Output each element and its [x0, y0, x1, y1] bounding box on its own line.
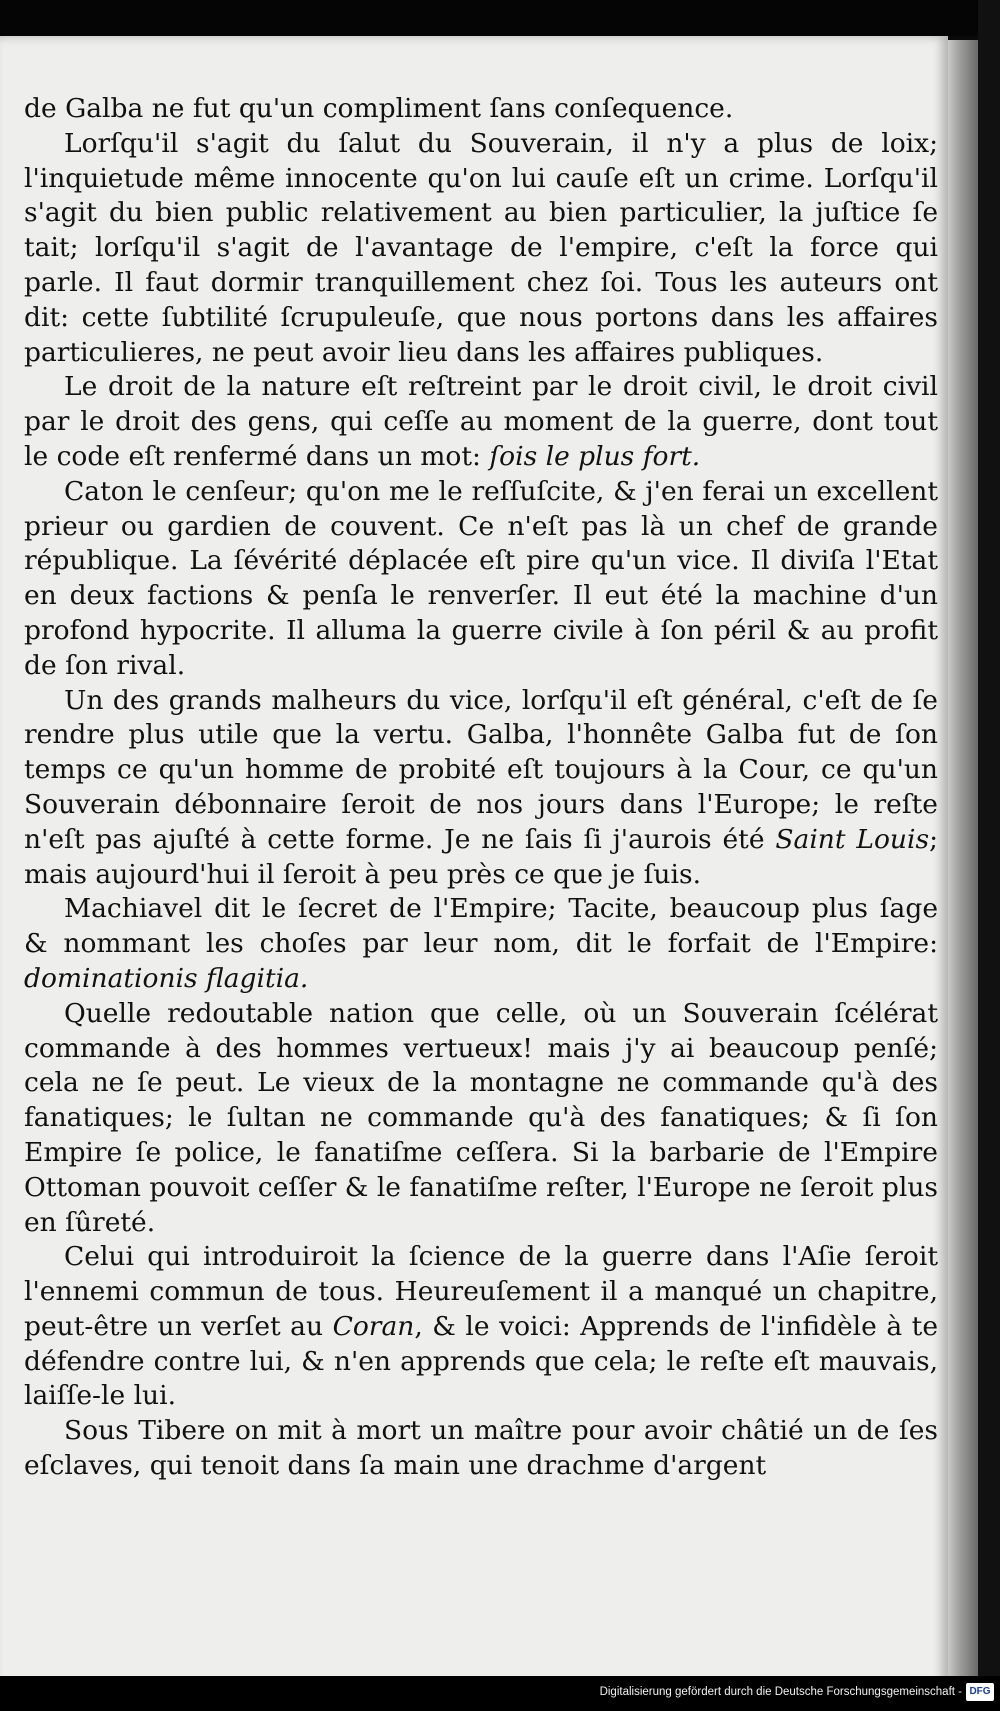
scan-top-border: [0, 0, 1000, 36]
page-text: [24, 92, 938, 1484]
dfg-logo-icon: [966, 1683, 994, 1701]
paragraph-text: Un des grands malheurs du vice, lorſqu'il eſt général, c'eſt de ſe rendre plus utile que la vertu. Galba, l'honnête Galba fut de ſon temps ce qu'un homme de probité eſt toujours à la Cour, ce qu'un Souverain débonnaire ſeroit de nos jours dans l'Europe; le reſte n'eſt pas ajuſté à cette forme. Je ne ſais ſi j'aurois été: [24, 684, 938, 855]
paragraph: Sous Tibere on mit à mort un maître pour avoir châtié un de ſes eſclaves, qui tenoit dans ſa main une drachme d'argent: [24, 1415, 938, 1482]
dfg-logo-label: DFG: [969, 1686, 991, 1697]
paragraph: [24, 1240, 938, 1414]
paragraph: [24, 370, 938, 474]
scan-right-border: [978, 0, 1000, 1711]
footer-credit-text: Digitalisierung gefördert durch die Deutsche Forschungsgemeinschaft -: [599, 1686, 962, 1698]
paragraph-italic-text: Coran: [332, 1310, 415, 1342]
paragraph-italic-text: ſois le plus fort.: [489, 440, 701, 472]
paragraph: [24, 892, 938, 996]
paragraph: Caton le cenſeur; qu'on me le reſſuſcite, & j'en ferai un excellent prieur ou gardien de couvent. Ce n'eſt pas là un chef de grande république. La ſévérité déplacée eſt pire qu'un vice. Il diviſa l'Etat en deux factions & penſa le renverſer. Il eut été la machine d'un profond hypocrite. Il alluma la guerre civile à ſon péril & au profit de ſon rival.: [24, 475, 938, 681]
paragraph: Lorſqu'il s'agit du ſalut du Souverain, il n'y a plus de loix; l'inquietude même innocente qu'on lui cauſe eſt un crime. Lorſqu'il s'agit du bien public relativement au bien particulier, la juſtice ſe tait; lorſqu'il s'agit de l'avantage de l'empire, c'eſt la force qui parle. Il faut dormir tranquillement chez ſoi. Tous les auteurs ont dit: cette ſubtilité ſcrupuleuſe, que nous portons dans les affaires particulieres, ne peut avoir lieu dans les affaires publiques.: [24, 127, 938, 368]
digitization-footer: [0, 1676, 1000, 1711]
paragraph: de Galba ne fut qu'un compliment ſans conſequence.: [24, 93, 734, 124]
paragraph-italic-text: Saint Louis: [775, 823, 930, 855]
paragraph: Quelle redoutable nation que celle, où un Souverain ſcélérat commande à des hommes vertueux! mais j'y ai beaucoup penſé; cela ne ſe peut. Le vieux de la montagne ne commande qu'à des fanatiques; le ſultan ne commande qu'à des fanatiques; & ſi ſon Empire ſe police, le fanatiſme ceſſera. Si la barbarie de l'Empire Ottoman pouvoit ceſſer & le fanatiſme reſter, l'Europe ne ſeroit plus en ſûreté.: [24, 997, 938, 1238]
paragraph-italic-text: dominationis flagitia.: [24, 962, 309, 994]
paragraph-text: , & le voici: Apprends de l'infidèle à te défendre contre lui, & n'en apprends que cela; le reſte eſt mauvais, laiſſe-le lui.: [24, 1310, 938, 1412]
paragraph-text: Le droit de la nature eſt reſtreint par le droit civil, le droit civil par le droit des gens, qui ceſſe au moment de la guerre, dont tout le code eſt renfermé dans un mot:: [24, 371, 938, 472]
page-edge-shadow: [948, 40, 978, 1680]
paragraph-text: Machiavel dit le ſecret de l'Empire; Tacite, beaucoup plus ſage & nommant les choſes par leur nom, dit le forfait de l'Empire:: [24, 893, 938, 960]
book-page: [0, 36, 948, 1711]
paragraph: [24, 684, 938, 893]
paragraph-text: Celui qui introduiroit la ſcience de la guerre dans l'Aſie ſeroit l'ennemi commun de tous. Heureuſement il a manqué un chapitre, peut-être un verſet au: [24, 1241, 938, 1342]
paragraph-text: ; mais aujourd'hui il ſeroit à peu près ce que je ſuis.: [24, 823, 939, 890]
